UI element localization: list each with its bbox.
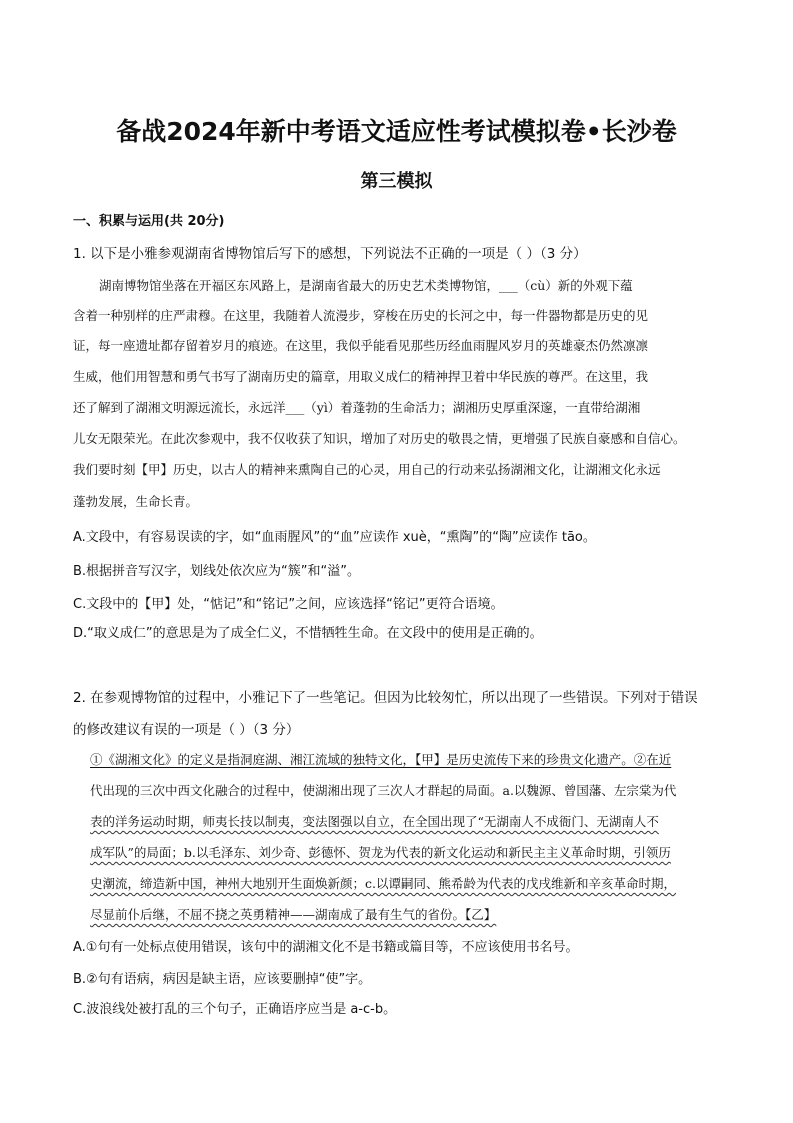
document-subtitle: 第三模拟: [360, 171, 433, 192]
q1-passage-line: 还了解到了湖湘文明源远流长，永远洋___（yì）着蓬勃的生命活力；湖湘历史厚重深邃，一直带给湖湘: [73, 400, 641, 415]
q1-passage-line: 生威，他们用智慧和勇气书写了湖南历史的篇章，用取义成仁的精神捍卫着中华民族的尊严。在这里，我: [73, 369, 649, 384]
document-title: 备战2024年新中考语文适应性考试模拟卷•长沙卷: [116, 117, 677, 146]
question-1-stem: 1. 以下是小雅参观湖南省博物馆后写下的感想，下列说法不正确的一项是（ ）（3 分）: [73, 246, 587, 262]
q2-passage-line: 成军队”的局面；b.以毛泽东、刘少奇、彭德怀、贺龙为代表的新文化运动和新民主主义革命时期，引领历: [90, 845, 671, 860]
q2-passage-line: 表的洋务运动时期，师夷长技以制夷，变法图强以自立，在全国出现了“无湖南人不成衙门、无湖南人不: [90, 814, 659, 829]
q2-option-c: C.波浪线处被打乱的三个句子，正确语序应当是 a-c-b。: [73, 1002, 397, 1017]
q2-passage-line: 代出现的三次中西文化融合的过程中，使湖湘出现了三次人才群起的局面。a.以魏源、曾国藩、左宗棠为代: [90, 783, 677, 798]
q1-option-a: A.文段中，有容易误读的字，如“血雨腥风”的“血”应读作 xuè，“熏陶”的“陶”应读作 tāo。: [73, 530, 596, 545]
q2-passage-line: 尽显前仆后继，不屈不挠之英勇精神——湖南成了最有生气的省份。【乙】: [90, 907, 497, 922]
q1-passage-line: 蓬勃发展，生命长青。: [73, 494, 199, 509]
q2-passage-line: ①《湖湘文化》的定义是指洞庭湖、湘江流域的独特文化，【甲】是历史流传下来的珍贵文化遗产。②在近: [90, 752, 672, 767]
q1-option-d: D.“取义成仁”的意思是为了成全仁义，不惜牺牲生命。在文段中的使用是正确的。: [73, 626, 543, 641]
q1-passage-line: 儿女无限荣光。在此次参观中，我不仅收获了知识，增加了对历史的敬畏之情，更增强了民族自豪感和自信心。: [73, 431, 686, 446]
q2-option-a: A.①句有一处标点使用错误，该句中的湖湘文化不是书籍或篇目等，不应该使用书名号。: [73, 940, 579, 955]
section-heading: 一、积累与运用(共 20分): [73, 214, 225, 229]
q1-option-b: B.根据拼音写汉字，划线处依次应为“簇”和“溢”。: [73, 564, 360, 579]
q1-passage-line: 含着一种别样的庄严肃穆。在这里，我随着人流漫步，穿梭在历史的长河之中，每一件器物都是历史的见: [73, 308, 649, 323]
q1-option-c: C.文段中的【甲】处，“惦记”和“铭记”之间，应该选择“铭记”更符合语境。: [73, 597, 504, 612]
q2-option-b: B.②句有语病，病因是缺主语，应该要删掉“使”字。: [73, 972, 372, 987]
q2-passage-line: 史潮流，缔造新中国，神州大地别开生面焕新颜；c.以谭嗣同、熊希龄为代表的戊戌维新和辛亥革命时期，: [90, 876, 676, 891]
q1-passage-line: 湖南博物馆坐落在开福区东风路上，是湖南省最大的历史艺术类博物馆，___（cù）新的外观下蕴: [99, 278, 633, 293]
question-2-stem-line1: 2. 在参观博物馆的过程中，小雅记下了一些笔记。但因为比较匆忙，所以出现了一些错误。下列对于错误: [73, 690, 698, 706]
q1-passage-line: 证，每一座遗址都存留着岁月的痕迹。在这里，我似乎能看见那些历经血雨腥风岁月的英雄豪杰仍然凛凛: [73, 338, 649, 353]
q1-passage-line: 我们要时刻【甲】历史，以古人的精神来熏陶自己的心灵，用自己的行动来弘扬湖湘文化，让湖湘文化永远: [73, 462, 661, 477]
question-2-stem-line2: 的修改建议有误的一项是（ ）（3 分）: [73, 722, 300, 738]
